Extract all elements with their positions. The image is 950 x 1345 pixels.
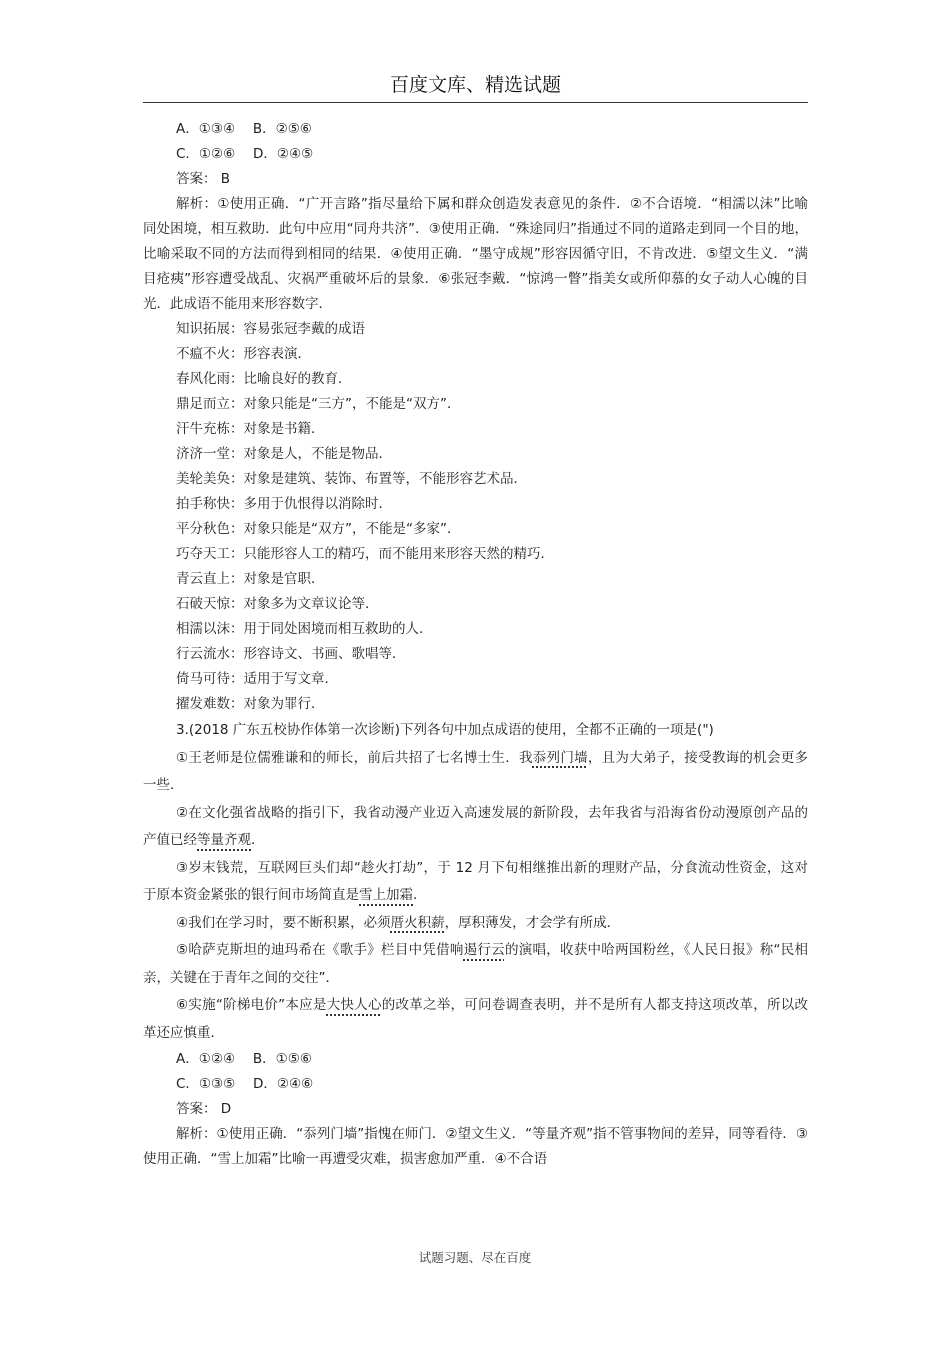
sentence-text: ④我们在学习时，要不断积累，必须 [176,914,391,931]
idiom-item: 鼎足而立：对象只能是“三方”，不能是“双方”． [176,396,461,412]
idiom-item: 不瘟不火：形容表演． [176,346,311,362]
idiom-item: 平分秋色：对象只能是“双方”，不能是“多家”． [176,521,461,537]
sentence-text: ③岁末钱荒，互联网巨头们却“趁火打劫”，于 12 月下旬相继推出新的理财产品，分食流动性资金，这对于原本资金紧张的银行间市场简直是 [143,859,808,903]
idiom-item: 擢发难数：对象为罪行． [176,696,325,712]
idiom-item: 济济一堂：对象是人，不能是物品． [176,446,392,462]
sentence-text: ． [251,832,265,848]
sentence-text: ． [413,887,427,903]
explanation-paragraph: 解析：①使用正确．“忝列门墙”指愧在师门．②望文生义．“等量齐观”指不管事物间的差异，同等看待．③使用正确．“雪上加霜”比喻一再遭受灾难，损害愈加严重．④不合语 [143,1126,808,1167]
idiom-item: 行云流水：形容诗文、书画、歌唱等． [176,646,406,662]
document-body [143,117,808,1172]
idiom-extension-list [143,317,808,717]
sentence-text: 的演唱，收获中哈两国粉丝，《人民日报》称“民相亲，关键在于青年之间的交往”． [143,942,809,986]
option-line: A．①③④ B．②⑤⑥ [176,121,312,137]
question-3-stem: 3.(2018 广东五校协作体第一次诊断)下列各句中加点成语的使用，全都不正确的一项是(") [176,722,714,738]
idiom-item: 巧夺天工：只能形容人工的精巧，而不能用来形容天然的精巧． [176,546,554,562]
idiom-item: 倚马可待：适用于写文章． [176,671,338,687]
idiom-item: 拍手称快：多用于仇恨得以消除时． [176,496,392,512]
sentence-text: ⑥实施“阶梯电价”本应是 [176,997,327,1013]
idiom-item: 相濡以沫：用于同处困境而相互救助的人． [176,621,433,637]
options-block-1 [143,117,808,192]
question-sentence-1 [143,745,808,800]
idiom-item: 青云直上：对象是官职． [176,571,325,587]
idiom-item: 美轮美奂：对象是建筑、装饰、布置等，不能形容艺术品． [176,471,527,487]
option-line: C．①②⑥ D．②④⑤ [176,146,314,162]
page-header [143,70,808,103]
sentence-text: ②在文化强省战略的指引下，我省动漫产业迈入高速发展的新阶段，去年我省与沿海省份动漫原创产品的产值已经 [143,804,808,848]
idiom-item: 石破天惊：对象多为文章议论等． [176,596,379,612]
dotted-idiom: 厝火积薪 [390,914,445,931]
question-sentence-2 [143,800,808,855]
sentence-text: ①王老师是位儒雅谦和的师长，前后共招了七名博士生．我 [176,749,533,766]
sentence-text: ⑤哈萨克斯坦的迪玛希在《歌手》栏目中凭借响 [176,942,464,958]
question-sentence-3 [143,855,808,910]
idiom-item: 汗牛充栋：对象是书籍． [176,421,325,437]
sentence-text: 的改革之举，可问卷调查表明，并不是所有人都支持这项改革，所以改革还应慎重． [143,997,809,1041]
page-footer: 试题习题、尽在百度 [418,1250,532,1265]
explanation-paragraph: 解析：①使用正确．“广开言路”指尽量给下属和群众创造发表意见的条件．②不合语境．“相濡以沫”比喻同处困境，相互救助．此句中应用“同舟共济”．③使用正确．“殊途同归”指通过不同的道路走到同一个目的地，比喻采取不同的方法而得到相同的结果．④使用正确．“墨守成规”形容因循守旧，不肯改进．⑤望文生义．“满目疮痍”形容遭受战乱、灾祸严重破坏后的景象．⑥张冠李戴．“惊鸿一瞥”指美女或所仰慕的女子动人心魄的目光．此成语不能用来形容数字． [143,196,808,312]
dotted-idiom: 大快人心 [326,997,382,1013]
question-sentence-6 [143,992,808,1047]
answer-line: 答案： B [176,171,231,187]
option-line: A．①②④ B．①⑤⑥ [176,1051,312,1067]
dotted-idiom: 等量齐观 [197,832,251,848]
dotted-idiom: 雪上加霜 [359,887,413,903]
sentence-text: ，且为大弟子，接受教诲的机会更多一些． [143,749,809,793]
option-line: C．①③⑤ D．②④⑥ [176,1076,314,1092]
answer-line: 答案： D [176,1101,232,1117]
options-block-3 [143,1047,808,1122]
question-sentence-5 [143,937,808,992]
page-title: 百度文库、精选试题 [389,74,561,96]
dotted-idiom: 忝列门墙 [532,749,588,766]
dotted-idiom: 遏行云 [463,942,505,958]
question-sentence-4 [143,910,808,938]
sentence-text: ，厚积薄发，才会学有所成． [444,914,621,931]
idiom-item: 春风化雨：比喻良好的教育． [176,371,352,387]
extension-title: 知识拓展：容易张冠李戴的成语 [176,321,365,337]
